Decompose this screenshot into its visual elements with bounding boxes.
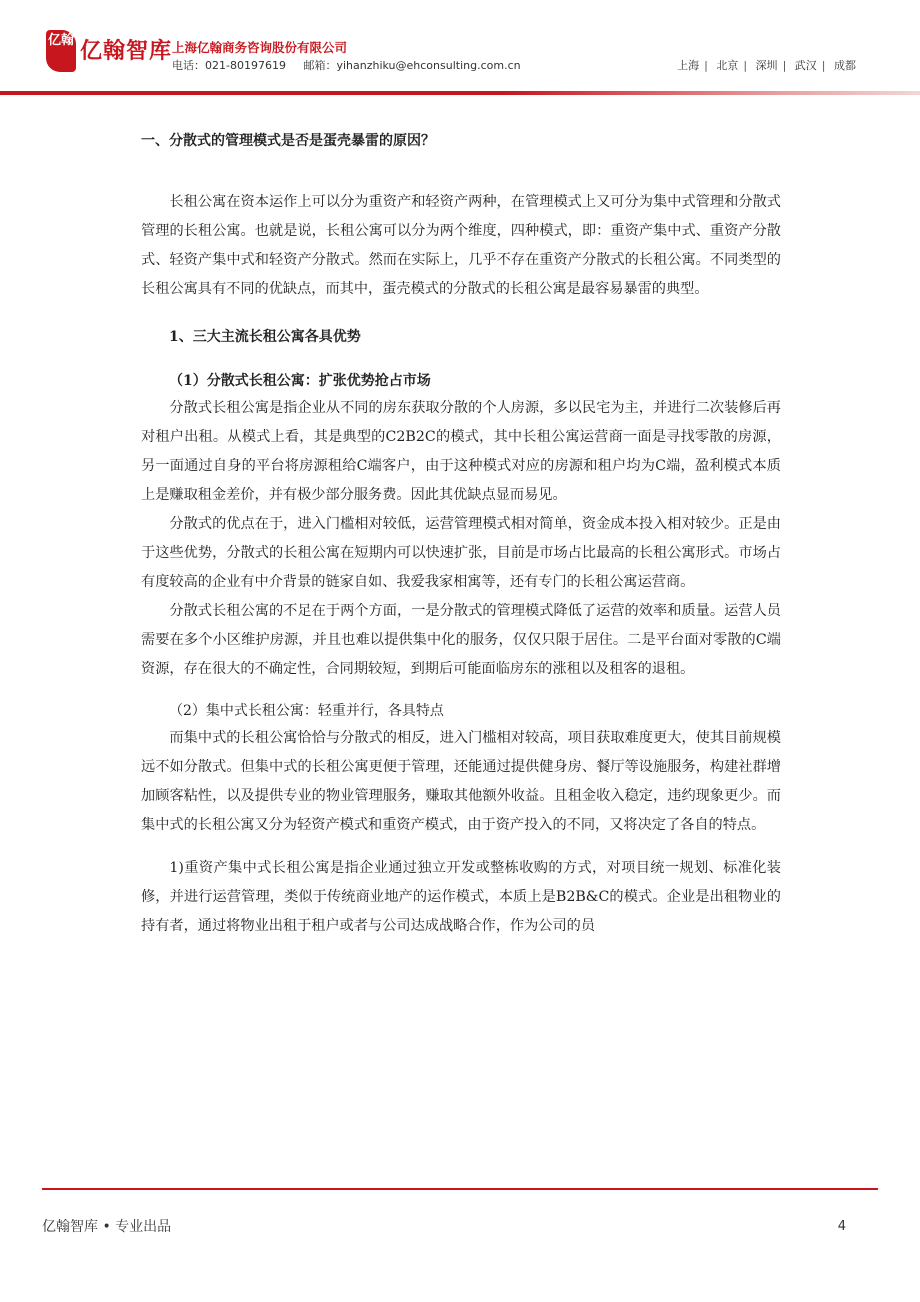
subsection-title: 1、三大主流长租公寓各具优势 xyxy=(169,329,361,345)
city: 北京 xyxy=(716,59,739,72)
logo-mark: 亿翰 xyxy=(46,30,76,72)
city: 成都 xyxy=(834,59,856,72)
intro-paragraph: 长租公寓在资本运作上可以分为重资产和轻资产两种，在管理模式上又可分为集中式管理和分散式管理的长租公寓。也就是说，长租公寓可以分为两个维度，四种模式，即：重资产集中式、重资产分散式、轻资产集中式和轻资产分散式。然而在实际上，几乎不存在重资产分散式的长租公寓。不同类型的长租公寓具有不同的优缺点，而其中，蛋壳模式的分散式的长租公寓是最容易暴雷的典型。 xyxy=(141,194,781,297)
section-title: 一、分散式的管理模式是否是蛋壳暴雷的原因？ xyxy=(141,133,435,149)
company-name: 上海亿翰商务咨询股份有限公司 xyxy=(172,40,348,55)
phone: 电话：021-80197619 xyxy=(172,59,286,72)
city: 深圳 xyxy=(755,59,778,72)
subsection-heading-decentralized: （1）分散式长租公寓：扩张优势抢占市场 xyxy=(169,373,431,389)
footer-brand: 亿翰智库 • 专业出品 xyxy=(42,1219,172,1235)
paragraph: 而集中式的长租公寓恰恰与分散式的相反，进入门槛相对较高，项目获取难度更大，使其目前规模远不如分散式。但集中式的长租公寓更便于管理，还能通过提供健身房、餐厅等设施服务，构建社群增加顾客粘性，以及提供专业的物业管理服务，赚取其他额外收益。且租金收入稳定，违约现象更少。而集中式的长租公寓又分为轻资产模式和重资产模式，由于资产投入的不同，又将决定了各自的特点。 xyxy=(141,730,781,833)
document-body xyxy=(141,128,781,941)
city: 武汉 xyxy=(794,59,817,72)
header-divider xyxy=(0,91,920,95)
email: 邮箱：yihanzhiku@ehconsulting.com.cn xyxy=(303,59,521,72)
subsection-heading-centralized: （2）集中式长租公寓：轻重并行，各具特点 xyxy=(169,703,444,719)
footer-divider xyxy=(42,1188,878,1190)
paragraph: 分散式的优点在于，进入门槛相对较低，运营管理模式相对简单，资金成本投入相对较少。正是由于这些优势，分散式的长租公寓在短期内可以快速扩张，目前是市场占比最高的长租公寓形式。市场占有度较高的企业有中介背景的链家自如、我爱我家相寓等，还有专门的长租公寓运营商。 xyxy=(141,516,781,590)
page-number: 4 xyxy=(837,1219,846,1234)
page-header xyxy=(0,0,920,100)
logo-text: 亿翰智库 xyxy=(80,39,173,64)
city-list: 上海 | 北京 | 深圳 | 武汉 | 成都 xyxy=(677,59,856,72)
paragraph: 分散式长租公寓是指企业从不同的房东获取分散的个人房源，多以民宅为主，并进行二次装修后再对租户出租。从模式上看，其是典型的C2B2C的模式，其中长租公寓运营商一面是寻找零散的房源，另一面通过自身的平台将房源租给C端客户，由于这种模式对应的房源和租户均为C端，盈利模式本质上是赚取租金差价，并有极少部分服务费。因此其优缺点显而易见。 xyxy=(141,400,781,503)
contact-info xyxy=(172,57,535,73)
paragraph: 1)重资产集中式长租公寓是指企业通过独立开发或整栋收购的方式，对项目统一规划、标准化装修，并进行运营管理，类似于传统商业地产的运作模式，本质上是B2B&C的模式。企业是出租物业的持有者，通过将物业出租于租户或者与公司达成战略合作，作为公司的员 xyxy=(141,860,781,934)
paragraph: 分散式长租公寓的不足在于两个方面，一是分散式的管理模式降低了运营的效率和质量。运营人员需要在多个小区维护房源，并且也难以提供集中化的服务，仅仅只限于居住。二是平台面对零散的C端资源，存在很大的不确定性，合同期较短，到期后可能面临房东的涨租以及租客的退租。 xyxy=(141,603,781,677)
city: 上海 xyxy=(677,59,700,72)
